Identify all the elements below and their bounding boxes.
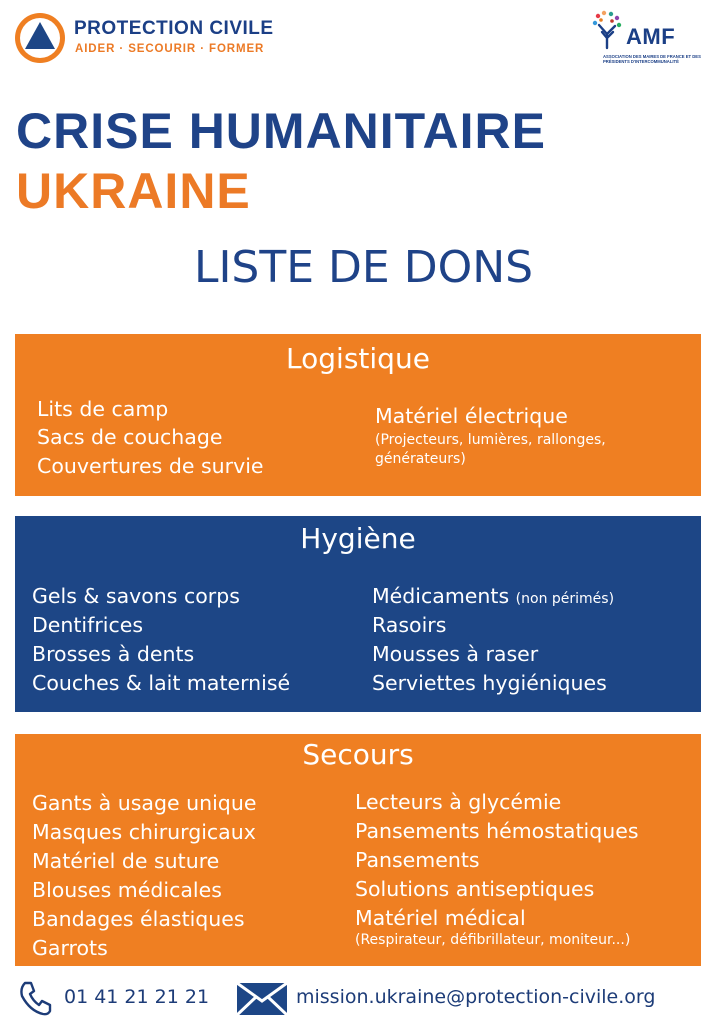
list-item: Blouses médicales [32,878,222,902]
section-title: Hygiène [300,522,416,555]
item-label: Médicaments [372,584,510,608]
list-item: Matériel électrique [375,404,568,428]
list-item: Rasoirs [372,613,447,637]
list-item: Masques chirurgicaux [32,820,256,844]
item-note: générateurs) [375,451,466,467]
protection-civile-logo [14,12,66,64]
section-hygiene [15,516,701,712]
list-item: Lecteurs à glycémie [355,790,562,814]
title-line-1: CRISE HUMANITAIRE [16,103,546,159]
item-note: (non périmés) [515,591,615,607]
list-item: Matériel de suture [32,849,220,873]
item-note: (Respirateur, défibrillateur, moniteur...) [355,932,631,948]
list-item: Couches & lait maternisé [32,671,291,695]
list-item: Couvertures de survie [37,454,264,478]
list-item: Mousses à raser [372,642,539,666]
org-tagline: AIDER · SECOURIR · FORMER [75,43,265,55]
list-item: Pansements hémostatiques [355,819,639,843]
list-item: Solutions antiseptiques [355,877,595,901]
phone-icon [18,980,52,1016]
list-item: Brosses à dents [32,642,195,666]
list-item: Bandages élastiques [32,907,245,931]
phone-number[interactable]: 01 41 21 21 21 [64,986,210,1008]
list-item: Serviettes hygiéniques [372,671,607,695]
list-item: Dentifrices [32,613,144,637]
list-item: Sacs de couchage [37,425,223,449]
list-item: Gels & savons corps [32,584,240,608]
list-item [372,582,614,613]
item-note: (Projecteurs, lumières, rallonges, [375,432,606,448]
mail-icon [236,982,288,1016]
partner-subtitle: ASSOCIATION DES MAIRES DE FRANCE ET DES PRÉSIDENTS D'INTERCOMMUNALITÉ [603,54,701,64]
title-line-3: LISTE DE DONS [193,242,534,293]
list-item: Garrots [32,936,108,960]
section-secours [15,734,701,966]
title-line-2: UKRAINE [16,163,251,219]
list-item: Gants à usage unique [32,791,257,815]
section-title: Secours [302,738,414,771]
section-title: Logistique [286,342,430,375]
section-logistique [15,334,701,496]
partner-name: AMF [626,24,676,49]
list-item: Lits de camp [37,397,169,421]
org-name: PROTECTION CIVILE [74,18,274,39]
amf-logo [590,10,626,50]
email-link[interactable]: mission.ukraine@protection-civile.org [296,986,656,1008]
list-item: Pansements [355,848,480,872]
list-item: Matériel médical [355,906,526,930]
